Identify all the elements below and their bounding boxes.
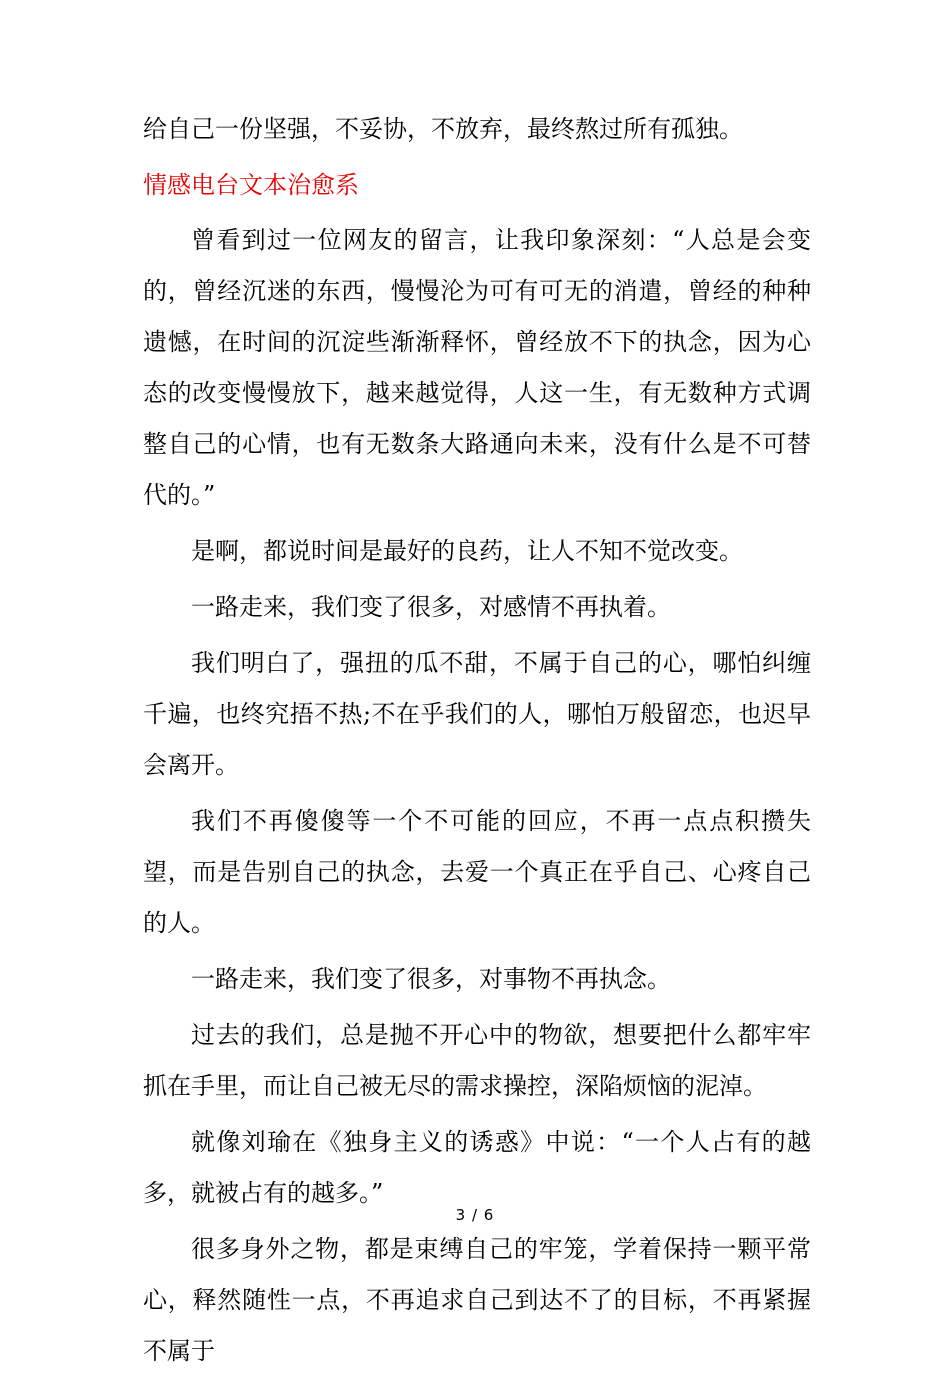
paragraph: 过去的我们，总是抛不开心中的物欲，想要把什么都牢牢抓在手里，而让自己被无尽的需求操控，深陷烦恼的泥淖。 — [143, 1021, 811, 1100]
paragraph: 我们不再傻傻等一个不可能的回应，不再一点点积攒失望，而是告别自己的执念，去爱一个真正在乎自己、心疼自己的人。 — [143, 807, 811, 937]
paragraph: 一路走来，我们变了很多，对感情不再执着。 — [191, 593, 671, 621]
paragraph: 很多身外之物，都是束缚自己的牢笼，学着保持一颗平常心，释然随性一点，不再追求自己到达不了的目标，不再紧握不属于 — [143, 1235, 811, 1365]
paragraph: 一路走来，我们变了很多，对事物不再执念。 — [191, 965, 671, 993]
paragraph: 就像刘瑜在《独身主义的诱惑》中说：“一个人占有的越多，就被占有的越多。” — [143, 1128, 811, 1207]
page-number: 3 / 6 — [455, 1206, 495, 1224]
paragraph: 我们明白了，强扭的瓜不甜，不属于自己的心，哪怕纠缠千遍，也终究捂不热;不在乎我们的人，哪怕万般留恋，也迟早会离开。 — [143, 649, 811, 779]
paragraph: 是啊，都说时间是最好的良药，让人不知不觉改变。 — [191, 537, 743, 565]
document-body — [143, 104, 811, 1382]
lead-line: 给自己一份坚强，不妥协，不放弃，最终熬过所有孤独。 — [143, 115, 743, 143]
section-heading: 情感电台文本治愈系 — [143, 171, 359, 199]
paragraph: 曾看到过一位网友的留言，让我印象深刻：“人总是会变的，曾经沉迷的东西，慢慢沦为可有可无的消遣，曾经的种种遗憾，在时间的沉淀些渐渐释怀，曾经放不下的执念，因为心态的改变慢慢放下，越来越觉得，人这一生，有无数种方式调整自己的心情，也有无数条大路通向未来，没有什么是不可替代的。” — [143, 226, 811, 509]
